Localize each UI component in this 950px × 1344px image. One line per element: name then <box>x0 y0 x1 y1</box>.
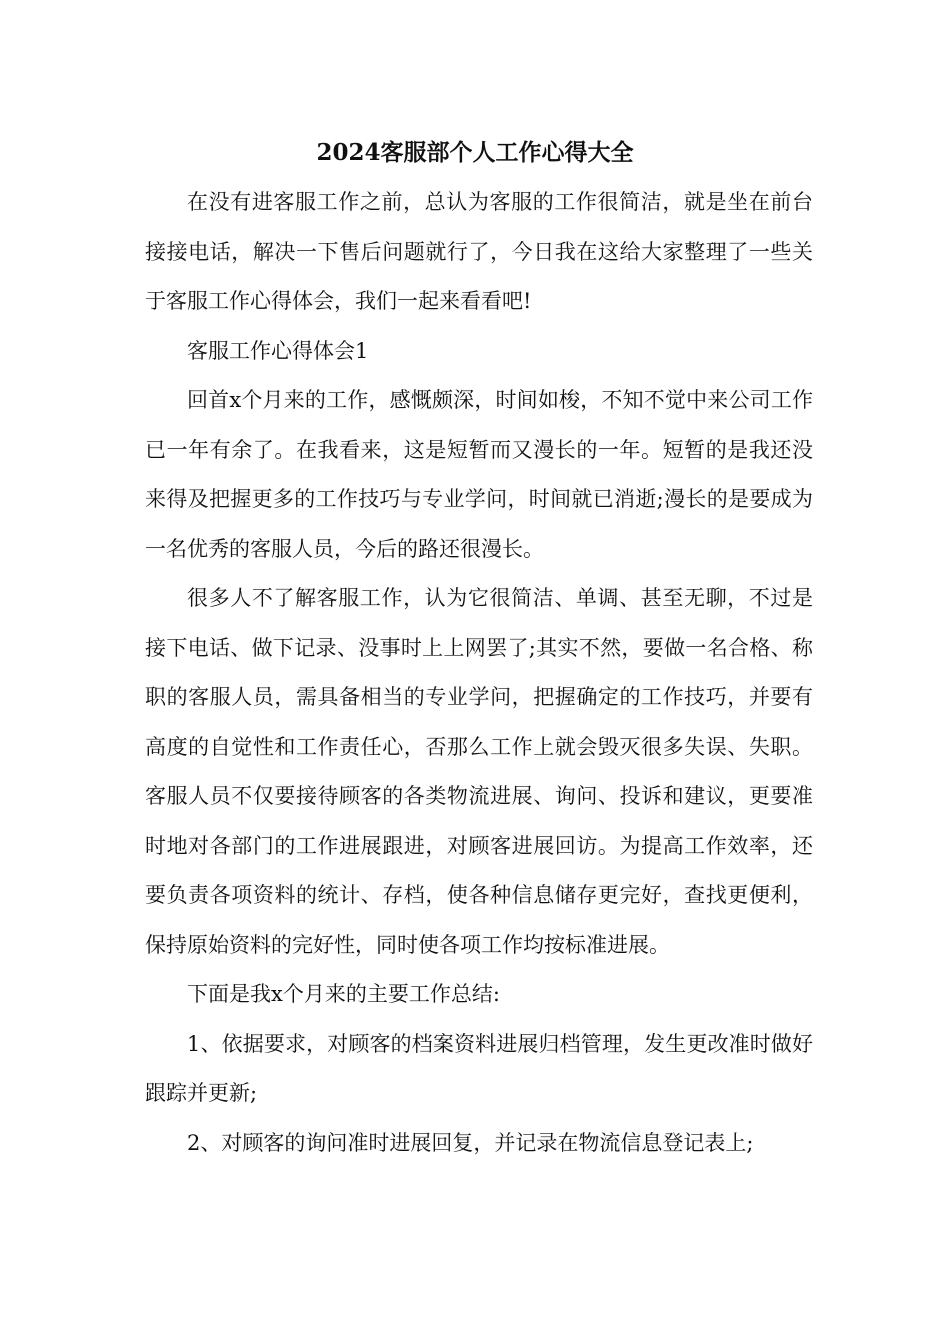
list-item: 1、依据要求，对顾客的档案资料进展归档管理，发生更改准时做好跟踪并更新; <box>145 1031 813 1105</box>
section-heading: 客服工作心得体会1 <box>187 338 369 363</box>
paragraph-intro: 在没有进客服工作之前，总认为客服的工作很简洁，就是坐在前台接接电话，解决一下售后问题就行了，今日我在这给大家整理了一些关于客服工作心得体会，我们一起来看看吧! <box>145 190 813 313</box>
document-title: 2024客服部个人工作心得大全 <box>316 139 634 166</box>
paragraph: 回首x个月来的工作，感慨颇深，时间如梭，不知不觉中来公司工作已一年有余了。在我看来，这是短暂而又漫长的一年。短暂的是我还没来得及把握更多的工作技巧与专业学问，时间就已消逝;漫长的是要成为一名优秀的客服人员，今后的路还很漫长。 <box>145 388 813 561</box>
list-item: 2、对顾客的询问准时进展回复，并记录在物流信息登记表上; <box>187 1130 754 1155</box>
paragraph: 很多人不了解客服工作，认为它很简洁、单调、甚至无聊，不过是接下电话、做下记录、没事时上上网罢了;其实不然，要做一名合格、称职的客服人员，需具备相当的专业学问，把握确定的工作技巧，并要有高度的自觉性和工作责任心，否那么工作上就会毁灭很多失误、失职。客服人员不仅要接待顾客的各类物流进展、询问、投诉和建议，更要准时地对各部门的工作进展跟进，对顾客进展回访。为提高工作效率，还要负责各项资料的统计、存档，使各种信息储存更完好，查找更便利，保持原始资料的完好性，同时使各项工作均按标准进展。 <box>145 586 813 957</box>
document-body <box>145 178 813 1168</box>
paragraph: 下面是我x个月来的主要工作总结: <box>187 982 500 1006</box>
